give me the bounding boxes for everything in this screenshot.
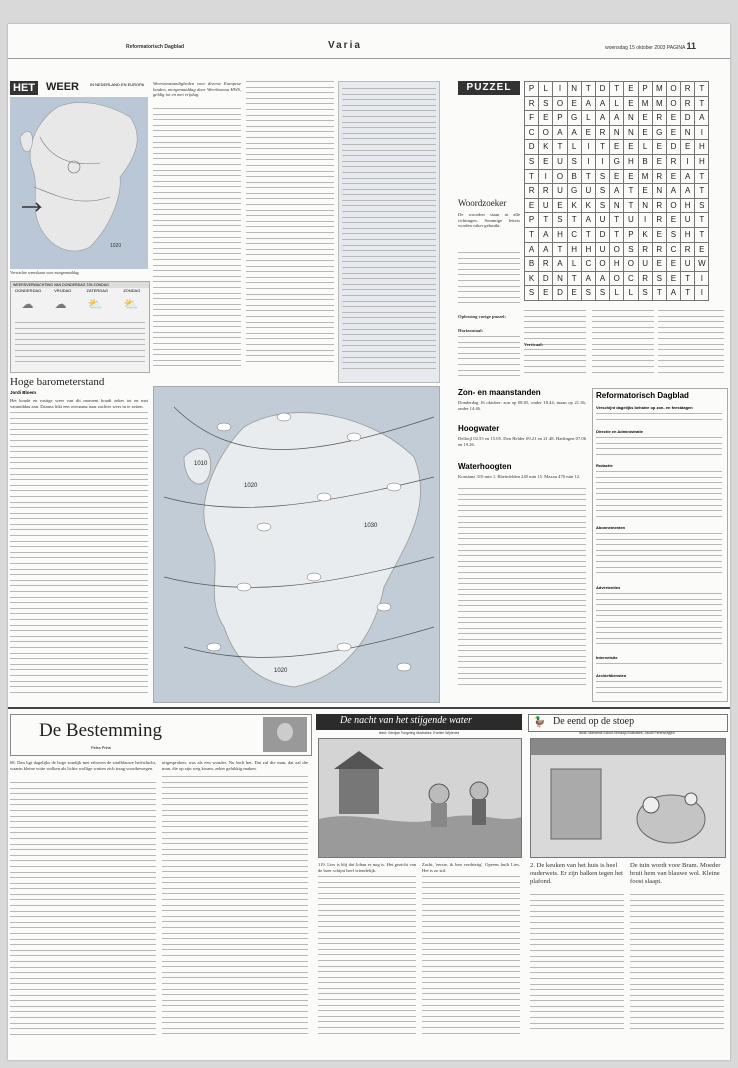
- puzzle-cell: A: [539, 243, 553, 258]
- middle-comic-banner: [316, 714, 522, 730]
- puzzle-cell: A: [553, 257, 567, 272]
- puzzle-cell: U: [624, 213, 638, 228]
- puzzle-cell: U: [596, 243, 610, 258]
- puzzle-cell: I: [596, 155, 610, 170]
- svg-text:1020: 1020: [274, 668, 288, 674]
- puzzle-cell: H: [681, 228, 695, 243]
- middle-comic-col2-lead: Zacht, 'eerste, ik ben verdrietig'. Opeens huilt Lies. Het is zo stil.: [422, 862, 520, 873]
- puzzle-cell: E: [653, 155, 667, 170]
- header-rule: [8, 58, 730, 59]
- puzzle-cell: R: [596, 126, 610, 141]
- weather-intro: Weersomstandigheden voor diverse Europese landen, morgenmiddag door Weerbureau HWS, geldig tot en met vrijdag.: [153, 81, 241, 98]
- kitchen-illustration: [531, 739, 725, 857]
- puzzle-solution-label: Oplossing vorige puzzel:: [458, 314, 506, 319]
- puzzle-cell: D: [553, 286, 567, 301]
- colophon-line: Directie en Administratie: [596, 429, 643, 434]
- puzzle-clues-2: [592, 310, 654, 380]
- puzzle-cell: L: [582, 111, 596, 126]
- puzzle-cell: N: [624, 111, 638, 126]
- puzzle-cell: M: [653, 97, 667, 112]
- puzzle-cell: I: [553, 82, 567, 97]
- svg-text:1010: 1010: [194, 461, 208, 467]
- sun-moon-text: Donderdag 16 oktober: zon op 08.05, onder 18.44; maan op 21.36, onder 14.46.: [458, 400, 586, 411]
- paper-name: Reformatorisch Dagblad: [126, 44, 185, 50]
- forecast-icons: [11, 297, 149, 312]
- puzzle-title: Woordzoeker: [458, 198, 507, 208]
- puzzle-cell: T: [525, 228, 539, 243]
- puzzle-cell: E: [610, 170, 624, 185]
- story-col1-lead: 68. Dan ligt dagelijks de hoge zondijk met erboven de stralblauwe herfstlucht, waarin kleine witte wolken als lichte wollige watten zich traag voortbewegen.: [10, 760, 156, 771]
- puzzle-cell: S: [596, 170, 610, 185]
- puzzle-clues-3: [658, 310, 724, 380]
- puzzle-cell: T: [695, 170, 709, 185]
- puzzle-cell: H: [582, 243, 596, 258]
- puzzle-cell: G: [568, 111, 582, 126]
- puzzle-cell: U: [582, 184, 596, 199]
- puzzle-cell: L: [568, 257, 582, 272]
- puzzle-cell: L: [624, 286, 638, 301]
- puzzle-cell: U: [596, 213, 610, 228]
- puzzle-cell: E: [667, 257, 681, 272]
- puzzle-cell: O: [539, 126, 553, 141]
- puzzle-cell: O: [596, 257, 610, 272]
- right-comic-banner: [528, 714, 728, 732]
- colophon-line: Redactie: [596, 463, 613, 468]
- puzzle-cell: I: [695, 286, 709, 301]
- svg-text:1030: 1030: [364, 523, 378, 529]
- middle-comic-col1-lead: 119. Lies is blij dat Johan er nog is. Het gezicht van de boer schijnt heel vriendelijk.: [318, 862, 416, 873]
- weather-country-text: [153, 108, 241, 383]
- waterhoogten-title: Waterhoogten: [458, 462, 512, 471]
- puzzle-cell: E: [525, 199, 539, 214]
- middle-comic-illustration: [318, 738, 522, 858]
- puzzle-cell: U: [553, 184, 567, 199]
- puzzle-cell: T: [582, 82, 596, 97]
- puzzle-cell: T: [610, 213, 624, 228]
- puzzle-cell: T: [681, 272, 695, 287]
- puzzle-cell: I: [695, 272, 709, 287]
- page-header: [8, 40, 730, 54]
- puzzle-cell: B: [525, 257, 539, 272]
- puzzle-cell: W: [695, 257, 709, 272]
- puzzle-cell: R: [653, 111, 667, 126]
- puzzle-cell: T: [653, 286, 667, 301]
- puzzle-cell: L: [639, 140, 653, 155]
- puzzle-cell: R: [525, 97, 539, 112]
- puzzle-cell: S: [525, 155, 539, 170]
- puzzle-cell: E: [639, 126, 653, 141]
- puzzle-cell: T: [525, 170, 539, 185]
- puzzle-cell: O: [610, 243, 624, 258]
- sun-cloud-icon: ⛅: [123, 297, 139, 311]
- puzzle-cell: S: [582, 286, 596, 301]
- puzzle-cell: T: [695, 184, 709, 199]
- puzzle-cell: E: [639, 111, 653, 126]
- puzzle-cell: E: [681, 140, 695, 155]
- puzzle-cell: T: [582, 170, 596, 185]
- hoogwater-title: Hoogwater: [458, 424, 500, 433]
- waterhoogten-text: Konstanz 310 min 1. Rheinfelden 240 min 15. Maxau 470 min 12.: [458, 474, 581, 479]
- puzzle-cell: R: [639, 272, 653, 287]
- colophon-title: Reformatorisch Dagblad: [596, 391, 689, 400]
- puzzle-cell: O: [610, 272, 624, 287]
- puzzle-cell: A: [681, 170, 695, 185]
- puzzle-cell: L: [539, 82, 553, 97]
- puzzle-cell: S: [525, 286, 539, 301]
- puzzle-cell: E: [582, 126, 596, 141]
- temperature-rows: [342, 88, 436, 378]
- puzzle-cell: E: [667, 272, 681, 287]
- puzzle-horizontaal: Horizontaal:: [458, 328, 484, 333]
- puzzle-cell: S: [568, 155, 582, 170]
- page-date: woensdag 15 oktober 2003 PAGINA 11: [605, 41, 696, 51]
- puzzle-cell: T: [610, 228, 624, 243]
- puzzle-cell: E: [539, 111, 553, 126]
- colophon-line: Internetsite: [596, 655, 618, 660]
- puzzle-cell: T: [610, 82, 624, 97]
- weather-country-text-2: [246, 81, 334, 383]
- puzzle-cell: D: [596, 228, 610, 243]
- right-comic-title: De eend op de stoep: [553, 716, 635, 727]
- puzzle-intro: De woorden staan in alle richtingen. Sommige letters worden vaker gebruikt.: [458, 212, 520, 229]
- puzzle-cell: B: [568, 170, 582, 185]
- story-banner: [10, 714, 312, 756]
- puzzle-cell: U: [681, 213, 695, 228]
- puzzle-cell: O: [667, 82, 681, 97]
- sun-moon-title: Zon- en maanstanden: [458, 388, 541, 397]
- puzzle-cell: R: [653, 170, 667, 185]
- puzzle-cell: E: [667, 213, 681, 228]
- weather-body-text: [10, 412, 148, 702]
- puzzle-cell: S: [624, 243, 638, 258]
- puzzle-cell: S: [695, 199, 709, 214]
- right-comic-byline: tekst: Marianne Schuit-Versluijs illustraties: Jacob Ferenschjijen: [579, 731, 675, 735]
- puzzle-cell: N: [610, 199, 624, 214]
- puzzle-cell: M: [639, 170, 653, 185]
- right-comic-col2-text: [630, 894, 724, 1044]
- colophon-line: Verschijnt dagelijks behalve op zon- en feestdagen: [596, 405, 693, 410]
- puzzle-cell: B: [639, 155, 653, 170]
- puzzle-cell: U: [553, 155, 567, 170]
- puzzle-cell: C: [525, 126, 539, 141]
- hoogwater-text: Delfzijl 02.55 en 15.05. Den Helder 09.21 en 21.48. Harlingen 07.06 en 19.26.: [458, 436, 586, 447]
- forecast-day-3: ZATERDAG: [86, 288, 108, 293]
- puzzle-cell: R: [539, 257, 553, 272]
- puzzle-cell: M: [639, 97, 653, 112]
- puzzle-cell: E: [667, 111, 681, 126]
- cloud-icon: ☁: [54, 297, 67, 311]
- puzzle-cell: E: [624, 140, 638, 155]
- puzzle-cell: K: [639, 228, 653, 243]
- puzzle-cell: L: [610, 286, 624, 301]
- puzzle-cell: S: [539, 97, 553, 112]
- forecast-table: WEERSVERWACHTING VAN DONDERDAG T/M ZONDAG DONDERDAG VRIJDAG ZATERDAG ZONDAG ☁ ☁ ⛅ ⛅: [10, 281, 150, 373]
- puzzle-cell: C: [667, 243, 681, 258]
- puzzle-cell: A: [667, 286, 681, 301]
- puzzle-cell: M: [653, 82, 667, 97]
- puzzle-cell: S: [653, 272, 667, 287]
- forecast-day-4: ZONDAG: [123, 288, 141, 293]
- puzzle-cell: I: [582, 155, 596, 170]
- puzzle-cell: R: [681, 243, 695, 258]
- puzzle-cell: D: [539, 272, 553, 287]
- puzzle-cell: T: [568, 272, 582, 287]
- puzzle-cell: E: [624, 97, 638, 112]
- puzzle-cell: P: [553, 111, 567, 126]
- temperature-table: [338, 81, 440, 383]
- puzzle-cell: T: [695, 228, 709, 243]
- puzzle-cell: S: [596, 199, 610, 214]
- puzzle-cell: A: [525, 243, 539, 258]
- puzzle-cell: A: [596, 272, 610, 287]
- puzzle-cell: O: [624, 257, 638, 272]
- puzzle-cell: E: [695, 243, 709, 258]
- puzzle-cell: R: [525, 184, 539, 199]
- right-comic-col2-lead: De tuin wordt voor Bram. Moeder bruit hem van blauwe wol. Kleine foost slaapt.: [630, 862, 721, 885]
- middle-comic-byline: tekst: Gerdjan Tongeling illustraties: Evelien Wijdenes: [378, 731, 460, 735]
- puzzle-cell: U: [639, 257, 653, 272]
- forecast-day-1: DONDERDAG: [15, 288, 42, 293]
- puzzle-cell: G: [610, 155, 624, 170]
- puzzle-cell: E: [639, 184, 653, 199]
- puzzle-cell: O: [553, 97, 567, 112]
- puzzle-cell: H: [553, 228, 567, 243]
- puzzle-cell: H: [695, 155, 709, 170]
- right-comic-col1-lead: 2. De keuken van het huis is heel ouderwets. Er zijn balken tegen het plafond.: [530, 862, 624, 885]
- puzzle-cell: O: [667, 199, 681, 214]
- europe-map-svg: [10, 97, 148, 269]
- puzzle-cell: R: [539, 184, 553, 199]
- section-divider: [8, 707, 730, 709]
- duck-icon: 🦆: [533, 717, 546, 728]
- colophon-line: Abonnementen: [596, 525, 626, 530]
- puzzle-cell: E: [624, 82, 638, 97]
- puzzle-cell: A: [582, 97, 596, 112]
- sun-cloud-icon: ⛅: [87, 297, 103, 311]
- puzzle-cell: A: [610, 111, 624, 126]
- puzzle-cell: A: [553, 126, 567, 141]
- puzzle-cell: E: [624, 170, 638, 185]
- puzzle-cell: R: [667, 155, 681, 170]
- puzzle-cell: E: [568, 97, 582, 112]
- colophon-line: Advertenties: [596, 585, 621, 590]
- puzzle-cell: O: [667, 97, 681, 112]
- puzzle-cell: K: [582, 199, 596, 214]
- middle-comic-col1-text: [318, 876, 416, 1046]
- puzzle-cell: P: [525, 82, 539, 97]
- puzzle-cell: T: [681, 286, 695, 301]
- story-col1-text: [10, 782, 156, 1046]
- puzzle-cell: A: [667, 184, 681, 199]
- puzzle-solution: [458, 336, 520, 380]
- puzzle-cell: I: [639, 213, 653, 228]
- puzzle-cell: N: [568, 82, 582, 97]
- puzzle-cell: C: [582, 257, 596, 272]
- cloud-icon: ☁: [21, 297, 34, 311]
- puzzle-cell: E: [553, 199, 567, 214]
- puzzle-cell: E: [667, 170, 681, 185]
- puzzle-cell: H: [568, 243, 582, 258]
- puzzle-cell: R: [653, 199, 667, 214]
- puzzle-cell: H: [624, 155, 638, 170]
- puzzle-cell: E: [667, 126, 681, 141]
- puzzle-cell: P: [639, 82, 653, 97]
- story-col2-lead: uitgesproken, was als een wonder. Nu leeft het. Dat zal die man, dat zal die man, die op zijn weg kwam, zeker gelukkig maken.: [162, 760, 308, 771]
- puzzle-cell: S: [596, 286, 610, 301]
- colophon-box: [592, 388, 728, 702]
- puzzle-cell: N: [653, 184, 667, 199]
- weather-banner: HET WEER IN NEDERLAND EN EUROPA: [10, 81, 148, 95]
- waterhoogten-list: [458, 488, 586, 698]
- puzzle-cell: K: [525, 272, 539, 287]
- puzzle-cell: R: [639, 243, 653, 258]
- puzzle-cell: C: [624, 272, 638, 287]
- svg-text:1020: 1020: [110, 243, 122, 249]
- flood-illustration: [319, 739, 521, 857]
- puzzle-cell: S: [667, 228, 681, 243]
- story-title: De Bestemming: [39, 720, 162, 741]
- puzzle-cell: I: [681, 155, 695, 170]
- puzzle-cell: T: [553, 243, 567, 258]
- puzzle-cell: N: [624, 126, 638, 141]
- puzzle-cell: A: [568, 126, 582, 141]
- puzzle-cell: P: [624, 228, 638, 243]
- puzzle-cell: E: [653, 257, 667, 272]
- puzzle-cell: T: [624, 184, 638, 199]
- puzzle-cell: D: [525, 140, 539, 155]
- puzzle-cell: N: [553, 272, 567, 287]
- puzzle-cell: P: [525, 213, 539, 228]
- puzzle-cell: G: [653, 126, 667, 141]
- puzzle-cell: S: [596, 184, 610, 199]
- puzzle-cell: E: [653, 140, 667, 155]
- puzzle-cell: A: [539, 228, 553, 243]
- puzzle-cell: N: [681, 126, 695, 141]
- puzzle-cell: T: [568, 213, 582, 228]
- puzzle-words: [458, 252, 520, 308]
- pressure-map-svg: [154, 387, 439, 702]
- puzzle-cell: G: [568, 184, 582, 199]
- puzzle-cell: E: [610, 140, 624, 155]
- puzzle-cell: K: [539, 140, 553, 155]
- puzzle-cell: T: [596, 140, 610, 155]
- puzzle-cell: H: [681, 199, 695, 214]
- weather-map: [10, 97, 148, 269]
- weather-body-lead: Het koude en rustige weer van dit moment houdt zeker tot en met vanmiddag aan. Daarna lijkt een overgang naar zachter weer in te zetten.: [10, 398, 148, 408]
- middle-comic-col2-text: [422, 876, 520, 1046]
- puzzle-cell: T: [582, 228, 596, 243]
- right-comic-illustration: [530, 738, 726, 858]
- svg-text:1020: 1020: [244, 483, 258, 489]
- puzzle-cell: L: [568, 140, 582, 155]
- puzzle-verticaal: Verticaal:: [524, 342, 544, 347]
- puzzle-cell: E: [539, 155, 553, 170]
- puzzle-cell: U: [539, 199, 553, 214]
- author-photo: [263, 717, 307, 752]
- right-comic-col1-text: [530, 894, 624, 1044]
- puzzle-cell: R: [681, 97, 695, 112]
- puzzle-cell: D: [681, 111, 695, 126]
- puzzle-cell: A: [695, 111, 709, 126]
- map-caption: Verwachte weerskaart voor morgenmiddag: [10, 270, 79, 275]
- puzzle-cell: A: [596, 97, 610, 112]
- puzzle-cell: A: [582, 272, 596, 287]
- weather-byline: Jordi Bloem: [10, 390, 37, 395]
- puzzle-cell: D: [667, 140, 681, 155]
- puzzle-cell: A: [610, 184, 624, 199]
- puzzle-cell: A: [681, 184, 695, 199]
- puzzle-cell: K: [568, 199, 582, 214]
- puzzle-cell: T: [553, 140, 567, 155]
- puzzle-cell: E: [653, 228, 667, 243]
- puzzle-cell: I: [539, 170, 553, 185]
- pressure-map: [153, 386, 440, 703]
- colophon-line: Archiefdiensten: [596, 673, 627, 678]
- puzzle-cell: H: [695, 140, 709, 155]
- puzzle-grid: [524, 81, 709, 301]
- puzzle-cell: D: [596, 82, 610, 97]
- puzzle-cell: L: [610, 97, 624, 112]
- story-author: Petra Prins: [91, 745, 111, 750]
- puzzle-cell: U: [681, 257, 695, 272]
- weather-headline: Hoge barometerstand: [10, 376, 105, 388]
- puzzle-cell: F: [525, 111, 539, 126]
- puzzle-cell: A: [582, 213, 596, 228]
- puzzle-cell: S: [639, 286, 653, 301]
- puzzle-banner: PUZZEL: [458, 81, 520, 95]
- forecast-days: [11, 288, 149, 293]
- puzzle-cell: T: [695, 97, 709, 112]
- puzzle-cell: R: [653, 213, 667, 228]
- forecast-day-2: VRIJDAG: [54, 288, 72, 293]
- puzzle-cell: R: [681, 82, 695, 97]
- forecast-lines: [15, 322, 145, 366]
- puzzle-cell: O: [553, 170, 567, 185]
- puzzle-cell: N: [610, 126, 624, 141]
- section-title: Varia: [328, 40, 362, 51]
- puzzle-cell: E: [568, 286, 582, 301]
- puzzle-cell: T: [695, 213, 709, 228]
- puzzle-cell: H: [610, 257, 624, 272]
- middle-comic-title: De nacht van het stijgende water: [340, 715, 472, 726]
- puzzle-cell: T: [695, 82, 709, 97]
- puzzle-cell: A: [596, 111, 610, 126]
- puzzle-cell: N: [639, 199, 653, 214]
- story-col2-text: [162, 776, 308, 1046]
- puzzle-cell: I: [695, 126, 709, 141]
- puzzle-cell: T: [539, 213, 553, 228]
- puzzle-cell: E: [539, 286, 553, 301]
- newspaper-page: [8, 24, 730, 1060]
- puzzle-cell: T: [624, 199, 638, 214]
- puzzle-cell: C: [568, 228, 582, 243]
- puzzle-cell: S: [553, 213, 567, 228]
- puzzle-cell: I: [582, 140, 596, 155]
- puzzle-cell: R: [653, 243, 667, 258]
